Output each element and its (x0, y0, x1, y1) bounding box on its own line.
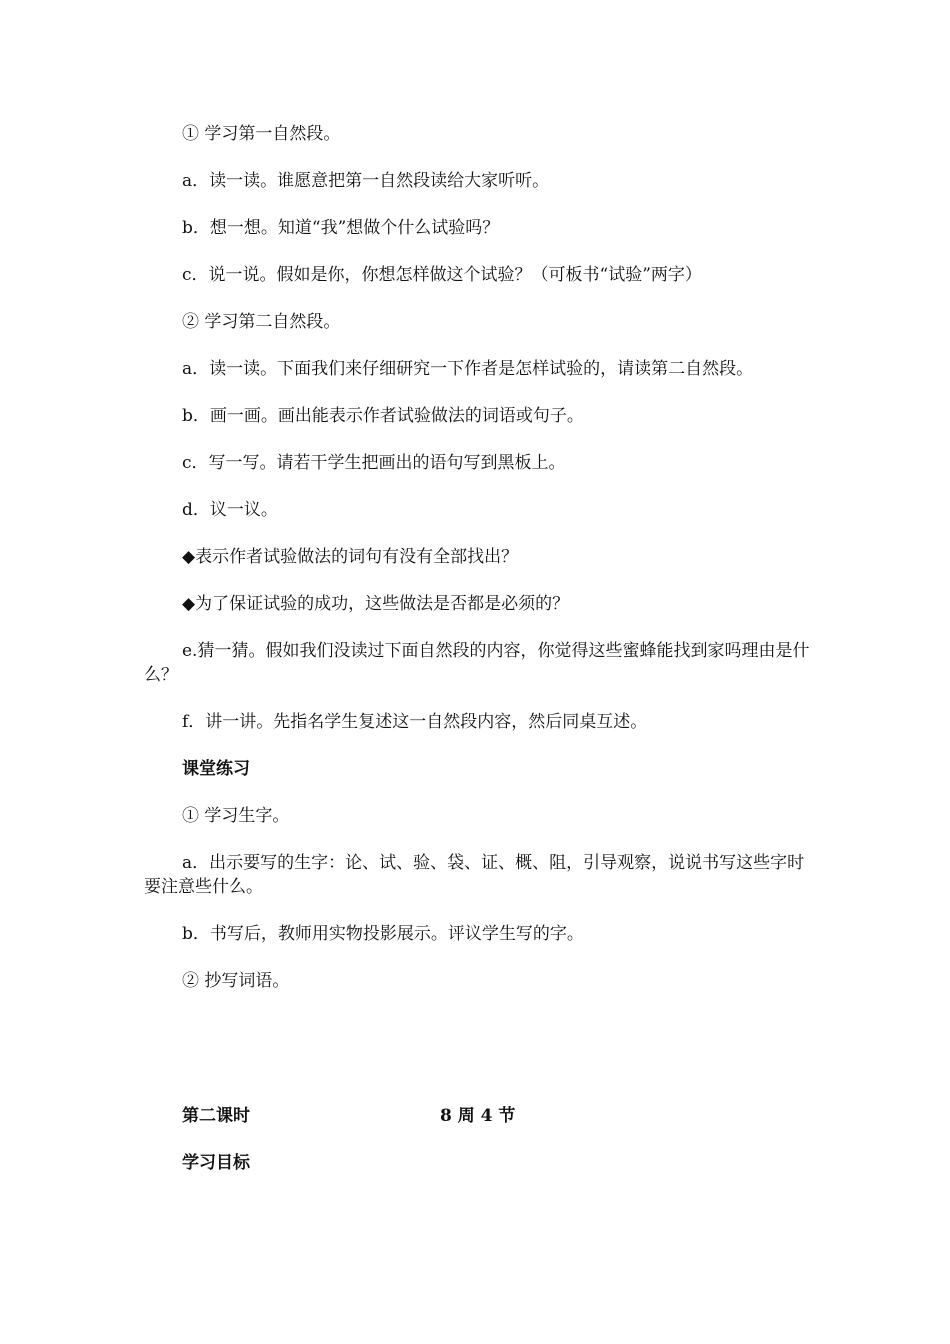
paragraph-discuss: d．议一议。 (182, 500, 278, 520)
paragraph-say: c．说一说。假如是你，你想怎样做这个试验？（可板书“试验”两字） (182, 265, 702, 285)
paragraph-after-writing: b．书写后，教师用实物投影展示。评议学生写的字。 (182, 924, 584, 944)
section-heading-practice: 课堂练习 (182, 759, 250, 779)
paragraph-bullet-2: ◆为了保证试验的成功，这些做法是否都是必须的？ (182, 594, 570, 614)
paragraph-copy-words: ② 抄写词语。 (182, 971, 290, 991)
section-heading-goals: 学习目标 (182, 1153, 250, 1173)
paragraph-bullet-1: ◆表示作者试验做法的词句有没有全部找出？ (182, 547, 519, 567)
paragraph-guess: e.猜一猜。假如我们没读过下面自然段的内容，你觉得这些蜜蜂能找到家吗理由是什么？ (144, 641, 810, 685)
lesson-schedule: 8 周 4 节 (440, 1106, 516, 1126)
paragraph-read-2: a．读一读。下面我们来仔细研究一下作者是怎样试验的，请读第二自然段。 (182, 359, 754, 379)
paragraph-tell: f．讲一讲。先指名学生复述这一自然段内容，然后同桌互述。 (182, 712, 648, 732)
paragraph-study-characters: ① 学习生字。 (182, 806, 290, 826)
paragraph-show-characters: a．出示要写的生字：论、试、验、袋、证、概、阻，引导观察，说说书写这些字时要注意些什么。 (144, 853, 805, 897)
paragraph-think: b．想一想。知道“我”想做个什么试验吗？ (182, 218, 500, 238)
lesson-title: 第二课时 (182, 1106, 250, 1126)
paragraph-draw: b．画一画。画出能表示作者试验做法的词语或句子。 (182, 406, 584, 426)
lesson-header (144, 1104, 814, 1128)
document-content (144, 122, 814, 1198)
paragraph-write: c．写一写。请若干学生把画出的语句写到黑板上。 (182, 453, 566, 473)
blank-space (144, 1016, 814, 1104)
paragraph-read: a．读一读。谁愿意把第一自然段读给大家听听。 (182, 171, 550, 191)
paragraph-study-first-section: ① 学习第一自然段。 (182, 124, 341, 144)
paragraph-study-second-section: ② 学习第二自然段。 (182, 312, 341, 332)
